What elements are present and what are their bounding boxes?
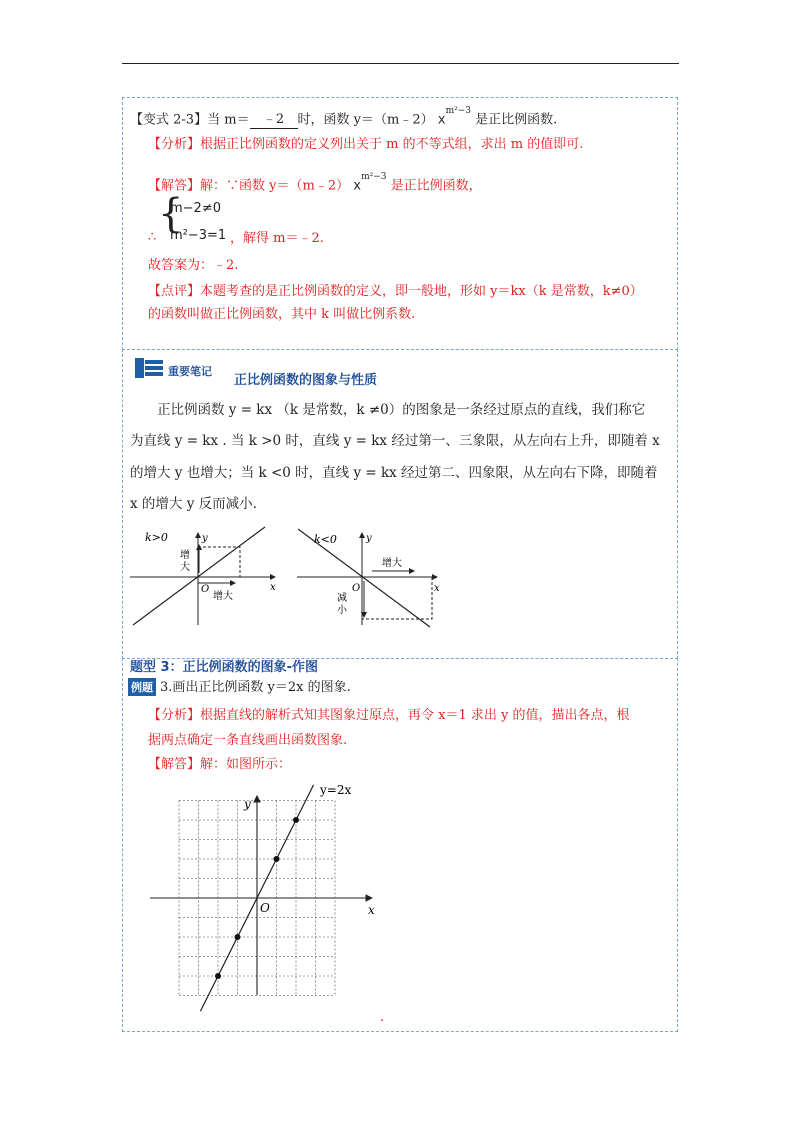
k-label: k>0 [145, 531, 168, 544]
analysis-1: 【分析】根据正比例函数的定义列出关于 m 的不等式组，求出 m 的值即可. [148, 137, 584, 152]
equation-line-1: m−2≠0 [170, 201, 221, 216]
k-label: k<0 [314, 533, 337, 546]
increase-x-label: 增大 [213, 591, 233, 602]
notes-title: 正比例函数的图象与性质 [234, 373, 378, 388]
graph-y-2x [140, 780, 390, 1020]
comment-1-line1: 【点评】本题考查的是正比例函数的定义，即一般地，形如 y＝kx（k 是常数，k≠0） [148, 284, 643, 299]
answer-blank: ﹣2 [250, 112, 298, 129]
y-label: y [202, 533, 208, 544]
notes-book-icon [134, 357, 164, 379]
graph-k-positive [125, 525, 285, 630]
comment-1-line2: 的函数叫做正比例函数，其中 k 叫做比例系数. [148, 307, 416, 322]
notes-paragraph-line4: x 的增大 y 反而减小. [130, 496, 257, 512]
equation-line-2: m²−3=1 [170, 228, 227, 243]
plotted-point [235, 934, 241, 940]
increase-y-char2: 大 [180, 562, 190, 573]
plotted-point [274, 856, 280, 862]
origin-label: O [260, 901, 270, 915]
increase-x-label: 增大 [382, 558, 402, 569]
origin-label: O [352, 583, 361, 594]
variant-question: 【变式 2-3】当 m＝ ﹣2 时，函数 y＝（m﹣2） $x^{m^2-3}$ 是正比例函数. [130, 106, 558, 128]
analysis-3-line2: 据两点确定一条直线画出函数图象. [148, 733, 348, 748]
therefore-symbol: ∴ [148, 230, 157, 245]
graph-k-negative [292, 525, 442, 630]
solution-1-result: ，解得 m＝﹣2. [230, 231, 324, 246]
footer-dot: . [380, 1010, 385, 1025]
notes-paragraph-line3: 的增大 y 也增大；当 k <0 时，直线 y = kx 经过第二、四象限，从左向右下降，即随着 [130, 465, 658, 481]
problem-type-title: 题型 3：正比例函数的图象-作图 [130, 660, 318, 675]
notes-paragraph-line2: 为直线 y = kx . 当 k >0 时，直线 y = kx 经过第一、三象限，从左向右上升，即随着 x [130, 433, 660, 449]
solution-3: 【解答】解：如图所示： [148, 757, 292, 772]
y-label: y [244, 797, 251, 811]
problem-text: 3.画出正比例函数 y＝2x 的图象. [160, 680, 351, 695]
equation-brace: { [158, 191, 184, 237]
origin-label: O [201, 584, 210, 595]
solution-1-line1: 【解答】解：∵函数 y＝（m﹣2） $x^{m^2-3}$ 是正比例函数， [148, 172, 482, 194]
answer-line: 故答案为：﹣2. [148, 258, 239, 273]
decrease-char2: 小 [337, 605, 347, 616]
x-label: x [434, 583, 440, 594]
plotted-point [215, 973, 221, 979]
notes-icon-label: 重要笔记 [168, 365, 212, 378]
x-label: x [368, 903, 375, 917]
line-label: y=2x [320, 783, 352, 797]
analysis-3-line1: 【分析】根据直线的解析式知其图象过原点，再令 x＝1 求出 y 的值，描出各点，根 [148, 708, 630, 723]
y-label: y [366, 533, 372, 544]
header-rule [122, 63, 679, 64]
notes-paragraph-line1: 正比例函数 y = kx （k 是常数，k ≠0）的图象是一条经过原点的直线，我们称它 [157, 402, 646, 418]
x-label: x [270, 582, 276, 593]
example-badge: 例题 [128, 678, 156, 696]
dashed-guide [362, 577, 432, 619]
increase-y-char1: 增 [180, 550, 190, 561]
decrease-char1: 减 [337, 593, 347, 604]
plotted-point [293, 817, 299, 823]
